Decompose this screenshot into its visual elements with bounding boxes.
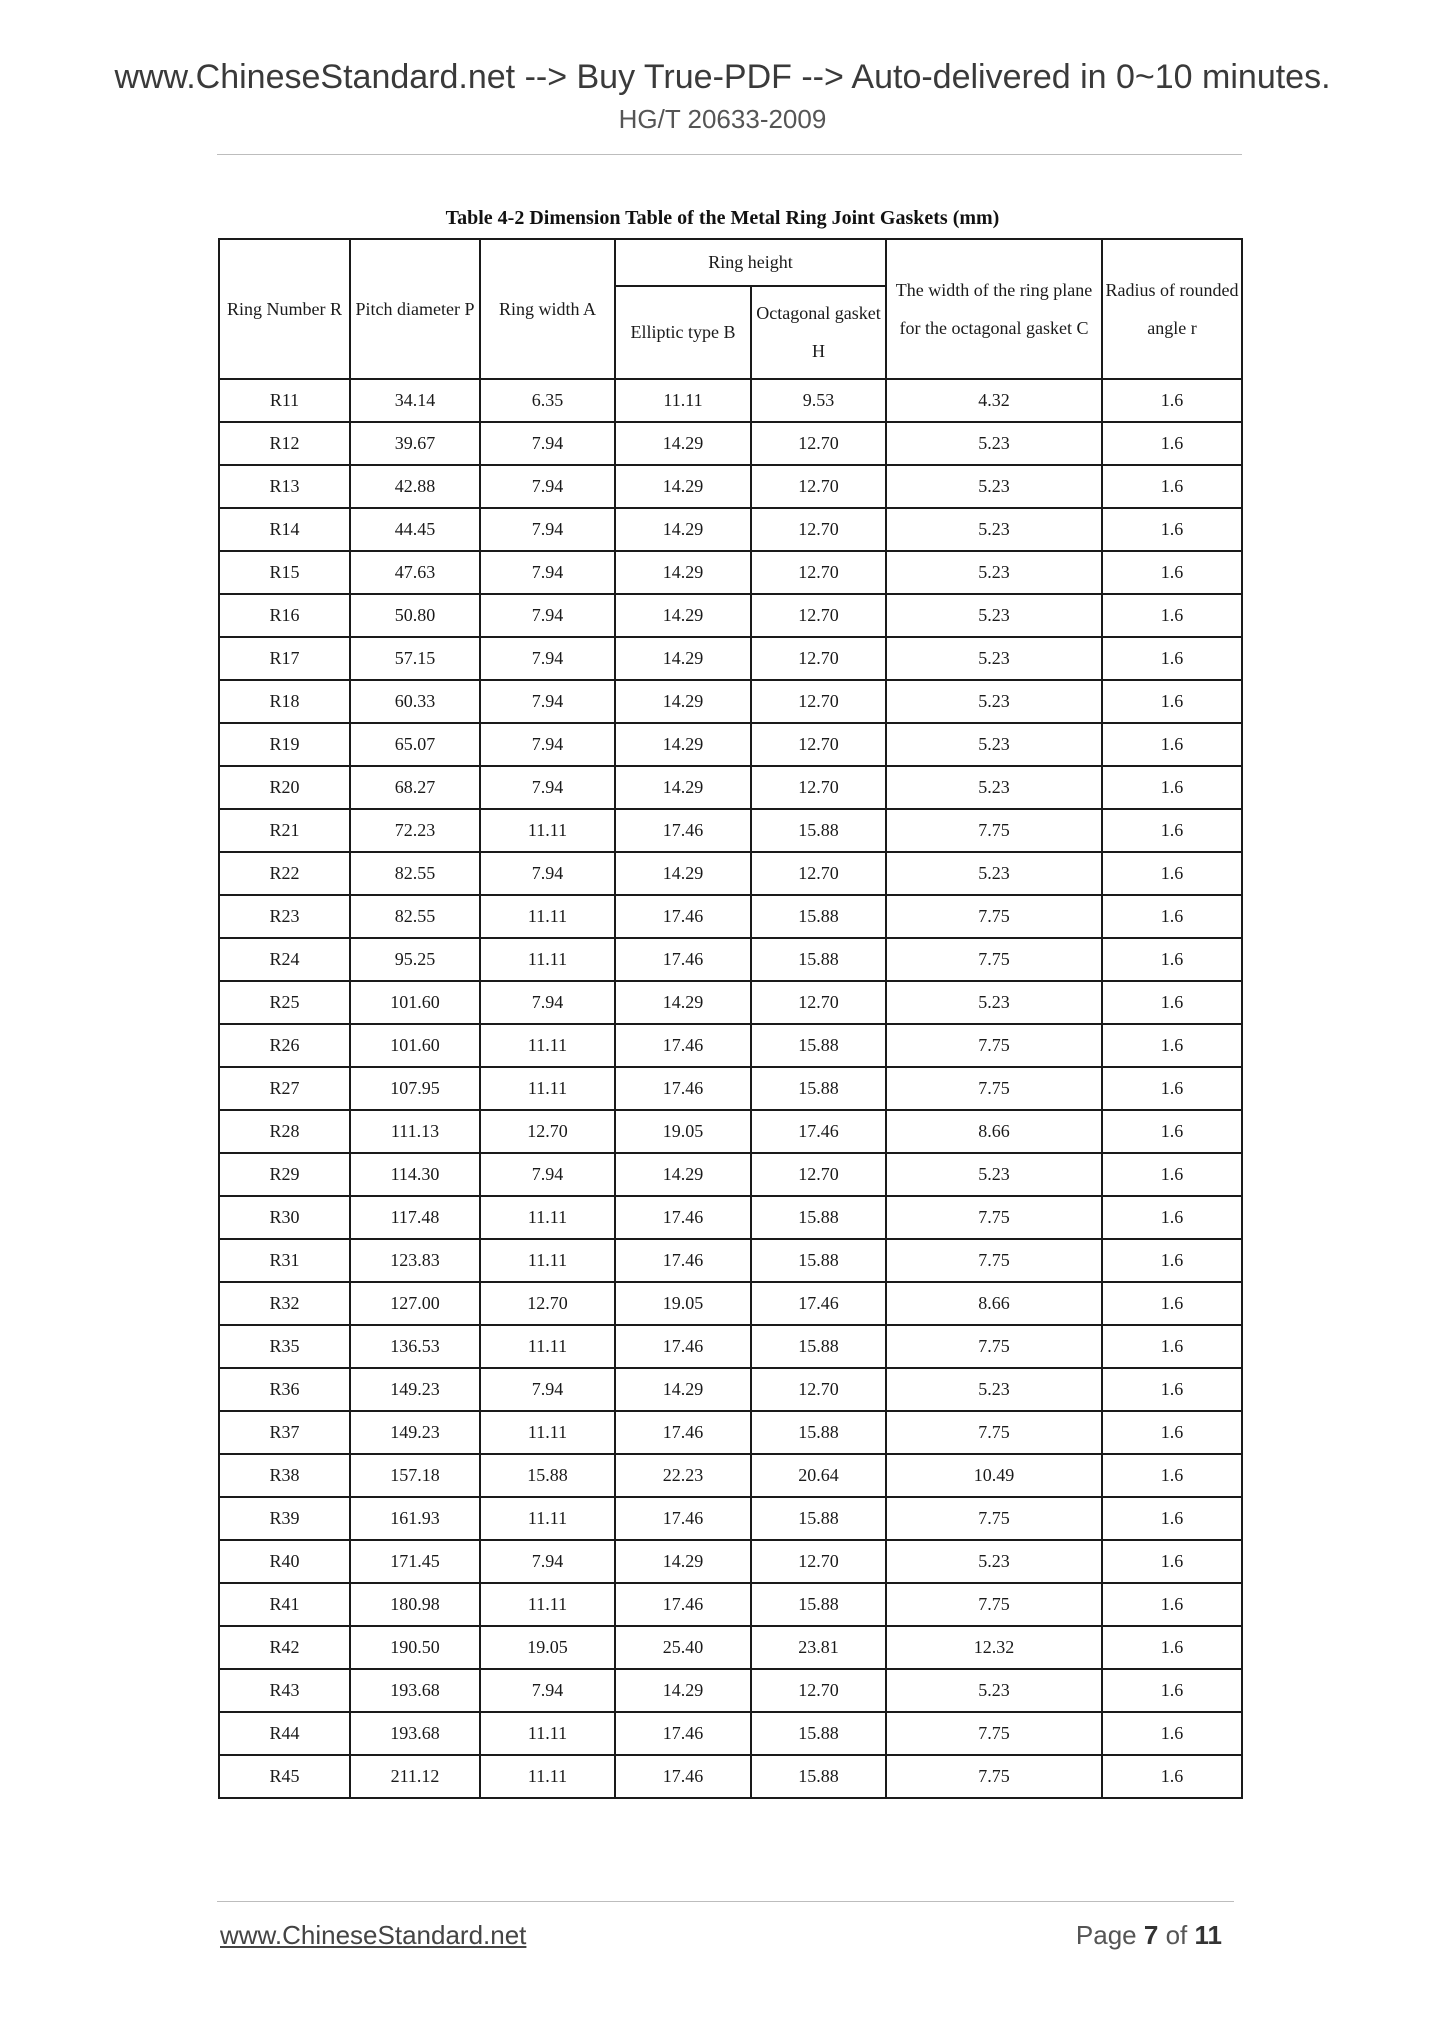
table-row <box>219 1583 1242 1626</box>
table-row <box>219 981 1242 1024</box>
table-cell: R40 <box>219 1540 350 1583</box>
table-cell: 1.6 <box>1102 379 1242 422</box>
table-cell: 1.6 <box>1102 1755 1242 1798</box>
table-cell: 149.23 <box>350 1368 480 1411</box>
table-cell: 1.6 <box>1102 1110 1242 1153</box>
table-cell: 15.88 <box>751 1325 886 1368</box>
table-cell: R29 <box>219 1153 350 1196</box>
table-row <box>219 465 1242 508</box>
table-row <box>219 1325 1242 1368</box>
table-cell: 11.11 <box>480 1712 615 1755</box>
table-cell: 11.11 <box>480 938 615 981</box>
table-cell: 15.88 <box>751 1239 886 1282</box>
table-cell: R20 <box>219 766 350 809</box>
table-cell: R13 <box>219 465 350 508</box>
table-row <box>219 1368 1242 1411</box>
table-cell: 7.94 <box>480 508 615 551</box>
table-row <box>219 1411 1242 1454</box>
table-row <box>219 1282 1242 1325</box>
table-cell: 23.81 <box>751 1626 886 1669</box>
table-cell: 5.23 <box>886 852 1102 895</box>
table-cell: 1.6 <box>1102 1239 1242 1282</box>
table-cell: 101.60 <box>350 981 480 1024</box>
table-cell: 17.46 <box>615 1196 751 1239</box>
table-row <box>219 1755 1242 1798</box>
table-cell: 5.23 <box>886 594 1102 637</box>
table-cell: R28 <box>219 1110 350 1153</box>
table-cell: 14.29 <box>615 852 751 895</box>
table-cell: 15.88 <box>751 1712 886 1755</box>
table-cell: 1.6 <box>1102 938 1242 981</box>
table-cell: 193.68 <box>350 1669 480 1712</box>
table-cell: 14.29 <box>615 465 751 508</box>
table-cell: 1.6 <box>1102 981 1242 1024</box>
table-cell: 11.11 <box>480 1411 615 1454</box>
table-cell: 7.94 <box>480 1153 615 1196</box>
table-cell: R17 <box>219 637 350 680</box>
table-cell: 1.6 <box>1102 1497 1242 1540</box>
table-cell: 123.83 <box>350 1239 480 1282</box>
table-cell: R31 <box>219 1239 350 1282</box>
table-cell: 7.94 <box>480 594 615 637</box>
page-current: 7 <box>1143 1920 1159 1950</box>
table-cell: 12.70 <box>751 766 886 809</box>
table-row <box>219 1712 1242 1755</box>
table-cell: 114.30 <box>350 1153 480 1196</box>
table-cell: 22.23 <box>615 1454 751 1497</box>
table-cell: R43 <box>219 1669 350 1712</box>
table-cell: 127.00 <box>350 1282 480 1325</box>
table-cell: 12.70 <box>751 852 886 895</box>
table-cell: 7.94 <box>480 723 615 766</box>
table-cell: 11.11 <box>480 1239 615 1282</box>
table-cell: 14.29 <box>615 551 751 594</box>
table-cell: R24 <box>219 938 350 981</box>
table-cell: R26 <box>219 1024 350 1067</box>
table-cell: 7.75 <box>886 938 1102 981</box>
table-cell: 161.93 <box>350 1497 480 1540</box>
table-cell: 12.70 <box>751 1153 886 1196</box>
table-row <box>219 422 1242 465</box>
table-cell: 5.23 <box>886 637 1102 680</box>
table-cell: 17.46 <box>615 1755 751 1798</box>
table-row <box>219 379 1242 422</box>
table-row <box>219 723 1242 766</box>
table-cell: R42 <box>219 1626 350 1669</box>
table-cell: 101.60 <box>350 1024 480 1067</box>
table-cell: 17.46 <box>615 895 751 938</box>
table-cell: 107.95 <box>350 1067 480 1110</box>
table-cell: 95.25 <box>350 938 480 981</box>
table-cell: 7.94 <box>480 1368 615 1411</box>
table-cell: 11.11 <box>480 809 615 852</box>
table-cell: 1.6 <box>1102 1454 1242 1497</box>
table-row <box>219 594 1242 637</box>
table-cell: 34.14 <box>350 379 480 422</box>
table-cell: 1.6 <box>1102 1067 1242 1110</box>
header-divider <box>217 154 1242 155</box>
header-octagonal-gasket: Octagonal gasket H <box>751 286 886 379</box>
table-cell: 12.70 <box>751 1368 886 1411</box>
table-cell: R45 <box>219 1755 350 1798</box>
table-row <box>219 1497 1242 1540</box>
table-cell: 11.11 <box>480 1196 615 1239</box>
table-cell: 14.29 <box>615 766 751 809</box>
table-cell: R27 <box>219 1067 350 1110</box>
table-cell: 12.70 <box>480 1110 615 1153</box>
table-cell: 50.80 <box>350 594 480 637</box>
table-cell: 1.6 <box>1102 680 1242 723</box>
table-cell: 180.98 <box>350 1583 480 1626</box>
table-row <box>219 551 1242 594</box>
header-pitch-diameter: Pitch diameter P <box>350 239 480 379</box>
table-cell: 11.11 <box>480 1067 615 1110</box>
table-cell: 8.66 <box>886 1282 1102 1325</box>
table-cell: 25.40 <box>615 1626 751 1669</box>
table-cell: 19.05 <box>480 1626 615 1669</box>
page-total: 11 <box>1194 1920 1222 1950</box>
table-cell: 15.88 <box>751 895 886 938</box>
table-cell: 1.6 <box>1102 809 1242 852</box>
table-row <box>219 852 1242 895</box>
table-row <box>219 895 1242 938</box>
table-cell: 1.6 <box>1102 422 1242 465</box>
table-cell: 193.68 <box>350 1712 480 1755</box>
table-cell: 7.75 <box>886 1712 1102 1755</box>
table-cell: 7.75 <box>886 1583 1102 1626</box>
table-row <box>219 680 1242 723</box>
table-cell: R32 <box>219 1282 350 1325</box>
table-row <box>219 1110 1242 1153</box>
table-cell: 7.75 <box>886 1196 1102 1239</box>
header-ring-height: Ring height <box>615 239 886 286</box>
table-cell: 7.94 <box>480 465 615 508</box>
table-cell: 7.94 <box>480 551 615 594</box>
table-cell: R12 <box>219 422 350 465</box>
table-row <box>219 508 1242 551</box>
table-cell: 7.75 <box>886 809 1102 852</box>
table-cell: 19.05 <box>615 1282 751 1325</box>
table-cell: 17.46 <box>615 1411 751 1454</box>
table-cell: 7.94 <box>480 680 615 723</box>
table-cell: 14.29 <box>615 637 751 680</box>
table-cell: 7.75 <box>886 1239 1102 1282</box>
table-cell: R25 <box>219 981 350 1024</box>
table-cell: 6.35 <box>480 379 615 422</box>
table-cell: 7.75 <box>886 895 1102 938</box>
table-cell: 17.46 <box>615 1067 751 1110</box>
table-cell: R36 <box>219 1368 350 1411</box>
table-cell: 14.29 <box>615 422 751 465</box>
table-cell: 1.6 <box>1102 1196 1242 1239</box>
table-cell: R22 <box>219 852 350 895</box>
table-cell: 47.63 <box>350 551 480 594</box>
table-cell: 12.70 <box>751 1669 886 1712</box>
table-cell: 1.6 <box>1102 1626 1242 1669</box>
table-cell: 1.6 <box>1102 1583 1242 1626</box>
table-cell: 15.88 <box>480 1454 615 1497</box>
table-cell: 5.23 <box>886 723 1102 766</box>
gasket-dimension-table <box>218 238 1243 1799</box>
table-cell: 5.23 <box>886 766 1102 809</box>
table-cell: R44 <box>219 1712 350 1755</box>
header-elliptic-type: Elliptic type B <box>615 286 751 379</box>
table-cell: 65.07 <box>350 723 480 766</box>
page-prefix: Page <box>1075 1920 1137 1950</box>
table-cell: 82.55 <box>350 895 480 938</box>
table-cell: 11.11 <box>480 1325 615 1368</box>
table-cell: 1.6 <box>1102 895 1242 938</box>
table-row <box>219 1669 1242 1712</box>
table-cell: R18 <box>219 680 350 723</box>
table-cell: 1.6 <box>1102 723 1242 766</box>
table-row <box>219 1239 1242 1282</box>
table-cell: 190.50 <box>350 1626 480 1669</box>
table-cell: 1.6 <box>1102 594 1242 637</box>
table-cell: 57.15 <box>350 637 480 680</box>
table-cell: 15.88 <box>751 809 886 852</box>
table-row <box>219 1153 1242 1196</box>
table-cell: 42.88 <box>350 465 480 508</box>
table-cell: 136.53 <box>350 1325 480 1368</box>
table-cell: 19.05 <box>615 1110 751 1153</box>
table-cell: 12.70 <box>751 637 886 680</box>
table-cell: 211.12 <box>350 1755 480 1798</box>
table-cell: 17.46 <box>615 1712 751 1755</box>
table-cell: 15.88 <box>751 1497 886 1540</box>
table-cell: 17.46 <box>615 1024 751 1067</box>
table-row <box>219 1454 1242 1497</box>
table-cell: 82.55 <box>350 852 480 895</box>
table-cell: 5.23 <box>886 1540 1102 1583</box>
table-cell: 7.94 <box>480 1669 615 1712</box>
table-cell: 1.6 <box>1102 766 1242 809</box>
table-cell: 5.23 <box>886 422 1102 465</box>
table-cell: 11.11 <box>480 1024 615 1067</box>
header-radius: Radius of rounded angle r <box>1102 239 1242 379</box>
table-cell: 11.11 <box>480 895 615 938</box>
table-cell: 7.94 <box>480 422 615 465</box>
table-cell: 12.70 <box>751 551 886 594</box>
table-cell: R19 <box>219 723 350 766</box>
table-cell: 10.49 <box>886 1454 1102 1497</box>
table-cell: 17.46 <box>615 938 751 981</box>
table-cell: 17.46 <box>615 1497 751 1540</box>
table-cell: R39 <box>219 1497 350 1540</box>
table-cell: 14.29 <box>615 1153 751 1196</box>
table-cell: 14.29 <box>615 680 751 723</box>
table-cell: 5.23 <box>886 551 1102 594</box>
table-cell: 11.11 <box>480 1755 615 1798</box>
table-cell: 7.94 <box>480 852 615 895</box>
table-cell: 5.23 <box>886 1153 1102 1196</box>
table-title: Table 4-2 Dimension Table of the Metal Ring Joint Gaskets (mm) <box>445 207 1000 229</box>
table-cell: R14 <box>219 508 350 551</box>
header-banner: www.ChineseStandard.net --> Buy True-PDF --> Auto-delivered in 0~10 minutes. <box>114 58 1331 96</box>
table-cell: R41 <box>219 1583 350 1626</box>
page-of: of <box>1165 1920 1188 1950</box>
table-cell: 12.70 <box>751 465 886 508</box>
table-row <box>219 938 1242 981</box>
table-cell: 1.6 <box>1102 852 1242 895</box>
table-cell: 12.70 <box>751 1540 886 1583</box>
table-cell: 157.18 <box>350 1454 480 1497</box>
table-cell: 7.94 <box>480 766 615 809</box>
table-cell: 17.46 <box>751 1110 886 1153</box>
table-cell: 149.23 <box>350 1411 480 1454</box>
table-row <box>219 1067 1242 1110</box>
table-cell: 12.70 <box>751 508 886 551</box>
table-cell: 12.70 <box>751 981 886 1024</box>
table-cell: R21 <box>219 809 350 852</box>
table-cell: 44.45 <box>350 508 480 551</box>
table-cell: 4.32 <box>886 379 1102 422</box>
table-cell: 1.6 <box>1102 1282 1242 1325</box>
table-cell: 1.6 <box>1102 1024 1242 1067</box>
table-cell: 9.53 <box>751 379 886 422</box>
table-cell: 1.6 <box>1102 637 1242 680</box>
table-cell: 171.45 <box>350 1540 480 1583</box>
table-cell: 14.29 <box>615 981 751 1024</box>
table-cell: 7.94 <box>480 637 615 680</box>
table-cell: 117.48 <box>350 1196 480 1239</box>
table-row <box>219 1024 1242 1067</box>
footer-divider <box>217 1901 1234 1902</box>
header-ring-width: Ring width A <box>480 239 615 379</box>
table-cell: R35 <box>219 1325 350 1368</box>
table-cell: 8.66 <box>886 1110 1102 1153</box>
table-cell: 14.29 <box>615 1368 751 1411</box>
table-cell: 15.88 <box>751 1067 886 1110</box>
table-cell: 7.75 <box>886 1024 1102 1067</box>
table-cell: 1.6 <box>1102 465 1242 508</box>
table-cell: R37 <box>219 1411 350 1454</box>
table-cell: R30 <box>219 1196 350 1239</box>
table-cell: 1.6 <box>1102 1540 1242 1583</box>
table-cell: R15 <box>219 551 350 594</box>
table-cell: 17.46 <box>615 1325 751 1368</box>
table-body <box>219 379 1242 1798</box>
table-row <box>219 809 1242 852</box>
table-cell: 39.67 <box>350 422 480 465</box>
table-cell: 1.6 <box>1102 1325 1242 1368</box>
table-cell: 1.6 <box>1102 1669 1242 1712</box>
table-cell: 1.6 <box>1102 1411 1242 1454</box>
table-cell: 12.70 <box>751 594 886 637</box>
table-cell: 1.6 <box>1102 1153 1242 1196</box>
table-cell: R38 <box>219 1454 350 1497</box>
table-cell: 12.70 <box>751 422 886 465</box>
table-cell: 17.46 <box>615 809 751 852</box>
table-cell: 5.23 <box>886 1368 1102 1411</box>
table-cell: 14.29 <box>615 1540 751 1583</box>
table-row <box>219 1626 1242 1669</box>
table-cell: 15.88 <box>751 1755 886 1798</box>
table-cell: 7.94 <box>480 981 615 1024</box>
table-cell: 14.29 <box>615 594 751 637</box>
table-cell: 14.29 <box>615 723 751 766</box>
table-row <box>219 1196 1242 1239</box>
table-cell: 15.88 <box>751 1583 886 1626</box>
table-cell: 12.32 <box>886 1626 1102 1669</box>
table-cell: 1.6 <box>1102 1712 1242 1755</box>
header-plane-width: The width of the ring plane for the octagonal gasket C <box>886 239 1102 379</box>
table-cell: 17.46 <box>615 1239 751 1282</box>
table-cell: 7.94 <box>480 1540 615 1583</box>
table-cell: 68.27 <box>350 766 480 809</box>
table-cell: 7.75 <box>886 1755 1102 1798</box>
table-cell: 11.11 <box>480 1497 615 1540</box>
table-cell: 11.11 <box>480 1583 615 1626</box>
standard-code: HG/T 20633-2009 <box>618 104 827 134</box>
table-cell: 5.23 <box>886 508 1102 551</box>
header-ring-number: Ring Number R <box>219 239 350 379</box>
table-cell: 7.75 <box>886 1325 1102 1368</box>
table-cell: 7.75 <box>886 1411 1102 1454</box>
table-cell: 15.88 <box>751 1024 886 1067</box>
table-cell: 5.23 <box>886 680 1102 723</box>
table-cell: 14.29 <box>615 508 751 551</box>
table-cell: R16 <box>219 594 350 637</box>
table-row <box>219 766 1242 809</box>
table-cell: 12.70 <box>480 1282 615 1325</box>
table-cell: 14.29 <box>615 1669 751 1712</box>
table-cell: 20.64 <box>751 1454 886 1497</box>
table-cell: 5.23 <box>886 981 1102 1024</box>
table-cell: 15.88 <box>751 1196 886 1239</box>
table-cell: 7.75 <box>886 1067 1102 1110</box>
table-cell: 17.46 <box>615 1583 751 1626</box>
table-cell: 1.6 <box>1102 551 1242 594</box>
table-cell: 7.75 <box>886 1497 1102 1540</box>
table-cell: 17.46 <box>751 1282 886 1325</box>
page-indicator <box>1076 1920 1222 1951</box>
table-cell: 1.6 <box>1102 508 1242 551</box>
table-cell: R23 <box>219 895 350 938</box>
table-cell: 12.70 <box>751 680 886 723</box>
table-row <box>219 1540 1242 1583</box>
table-cell: 15.88 <box>751 938 886 981</box>
table-cell: 60.33 <box>350 680 480 723</box>
table-row <box>219 637 1242 680</box>
footer-site-link[interactable]: www.ChineseStandard.net <box>220 1920 527 1950</box>
table-cell: 15.88 <box>751 1411 886 1454</box>
table-cell: 1.6 <box>1102 1368 1242 1411</box>
table-cell: 72.23 <box>350 809 480 852</box>
table-cell: 5.23 <box>886 465 1102 508</box>
table-cell: 5.23 <box>886 1669 1102 1712</box>
table-cell: 11.11 <box>615 379 751 422</box>
table-cell: 111.13 <box>350 1110 480 1153</box>
table-cell: 12.70 <box>751 723 886 766</box>
table-cell: R11 <box>219 379 350 422</box>
